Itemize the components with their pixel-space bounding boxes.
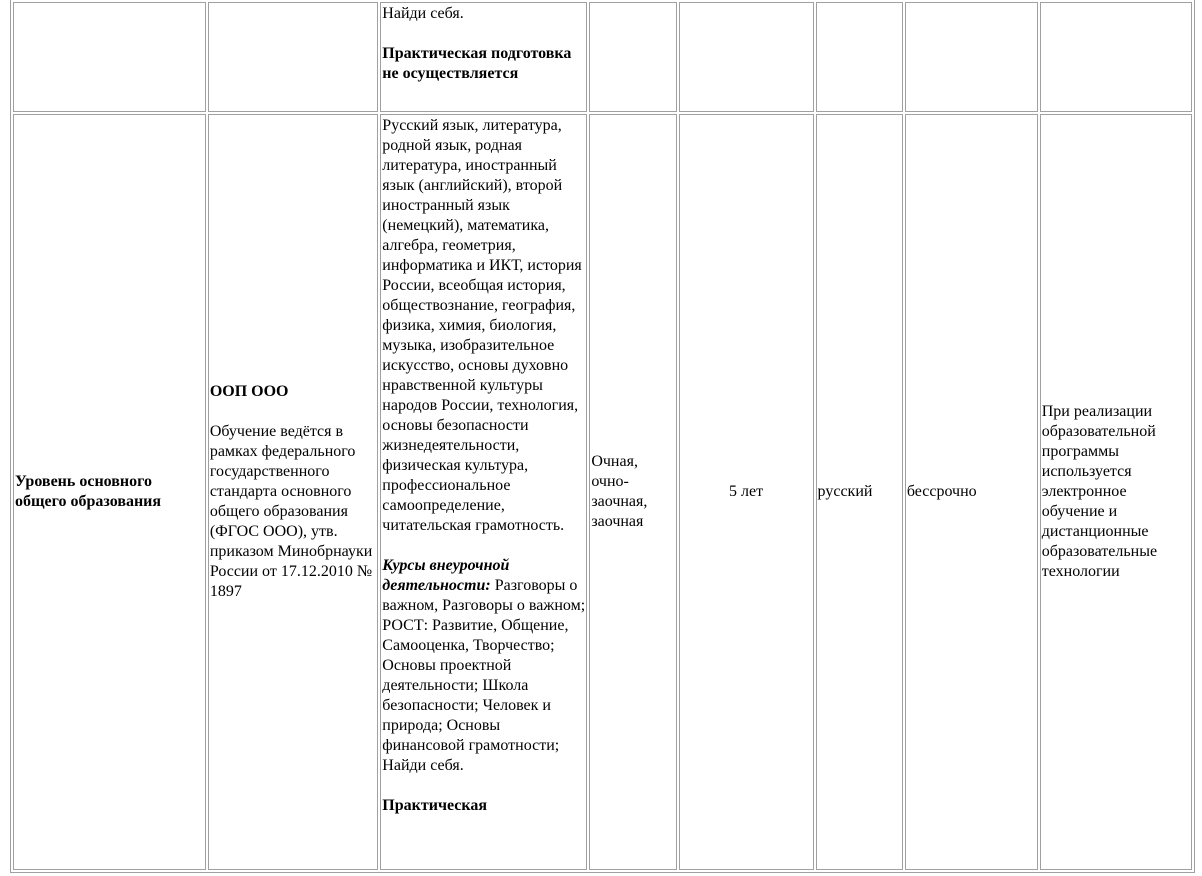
cell-duration	[679, 114, 814, 870]
subjects-tail: Найди себя.	[382, 5, 464, 22]
cell-subjects	[380, 2, 587, 112]
subjects-list: Русский язык, литература, родной язык, родная литература, иностранный язык (английский), второй иностранный язык (немецкий), математика, алгебра, геометрия, информатика и ИКТ, история России, всеобщая история, обществознание, география, физика, химия, биология, музыка, изобразительное искусство, основы духовно нравственной культуры народов России, технология, основы безопасности жизнедеятельности, физическая культура, профессиональное самоопределение, читательская грамотность.	[382, 117, 582, 534]
table-row	[13, 2, 1192, 112]
cell-level	[13, 114, 206, 870]
cell-program	[208, 2, 378, 112]
cell-forms	[589, 114, 676, 870]
cell-level	[13, 2, 206, 112]
cell-subjects	[380, 114, 587, 870]
study-duration: 5 лет	[729, 483, 764, 500]
table-row	[13, 114, 1192, 870]
cell-notes	[1040, 114, 1192, 870]
cell-accreditation	[905, 2, 1038, 112]
program-title: ООП ООО	[209, 383, 289, 400]
courses-paragraph	[382, 556, 585, 776]
cell-accreditation	[905, 114, 1038, 870]
cell-language	[816, 2, 903, 112]
cell-duration	[679, 2, 814, 112]
practice-note: Практическая подготовка не осуществляется	[382, 45, 572, 82]
cell-forms	[589, 2, 676, 112]
courses-text: Разговоры о важном, Разговоры о важном; РОСТ: Развитие, Общение, Самооценка, Творчество; Основы проектной деятельности; Школа безопасности; Человек и природа; Основы финансовой грамотности; Найди себя.	[382, 577, 586, 774]
courses-label: Курсы внеурочной деятельности:	[382, 557, 510, 594]
education-forms: Очная, очно-заочная, заочная	[591, 453, 648, 530]
education-programs-table	[10, 0, 1195, 873]
level-name: Уровень основного общего образования	[15, 473, 162, 510]
cell-language	[816, 114, 903, 870]
practice-label: Практическая	[382, 797, 487, 814]
notes-text: При реализации образовательной программы используется электронное обучение и дистанционные образовательные технологии	[1041, 403, 1158, 580]
cell-program	[208, 114, 378, 870]
cell-notes	[1040, 2, 1192, 112]
study-language: русский	[817, 483, 873, 500]
accreditation-term: бессрочно	[906, 483, 977, 500]
program-description: Обучение ведётся в рамках федерального государственного стандарта основного общего образования (ФГОС ООО), утв. приказом Минобрнауки России от 17.12.2010 № 1897	[209, 423, 373, 600]
